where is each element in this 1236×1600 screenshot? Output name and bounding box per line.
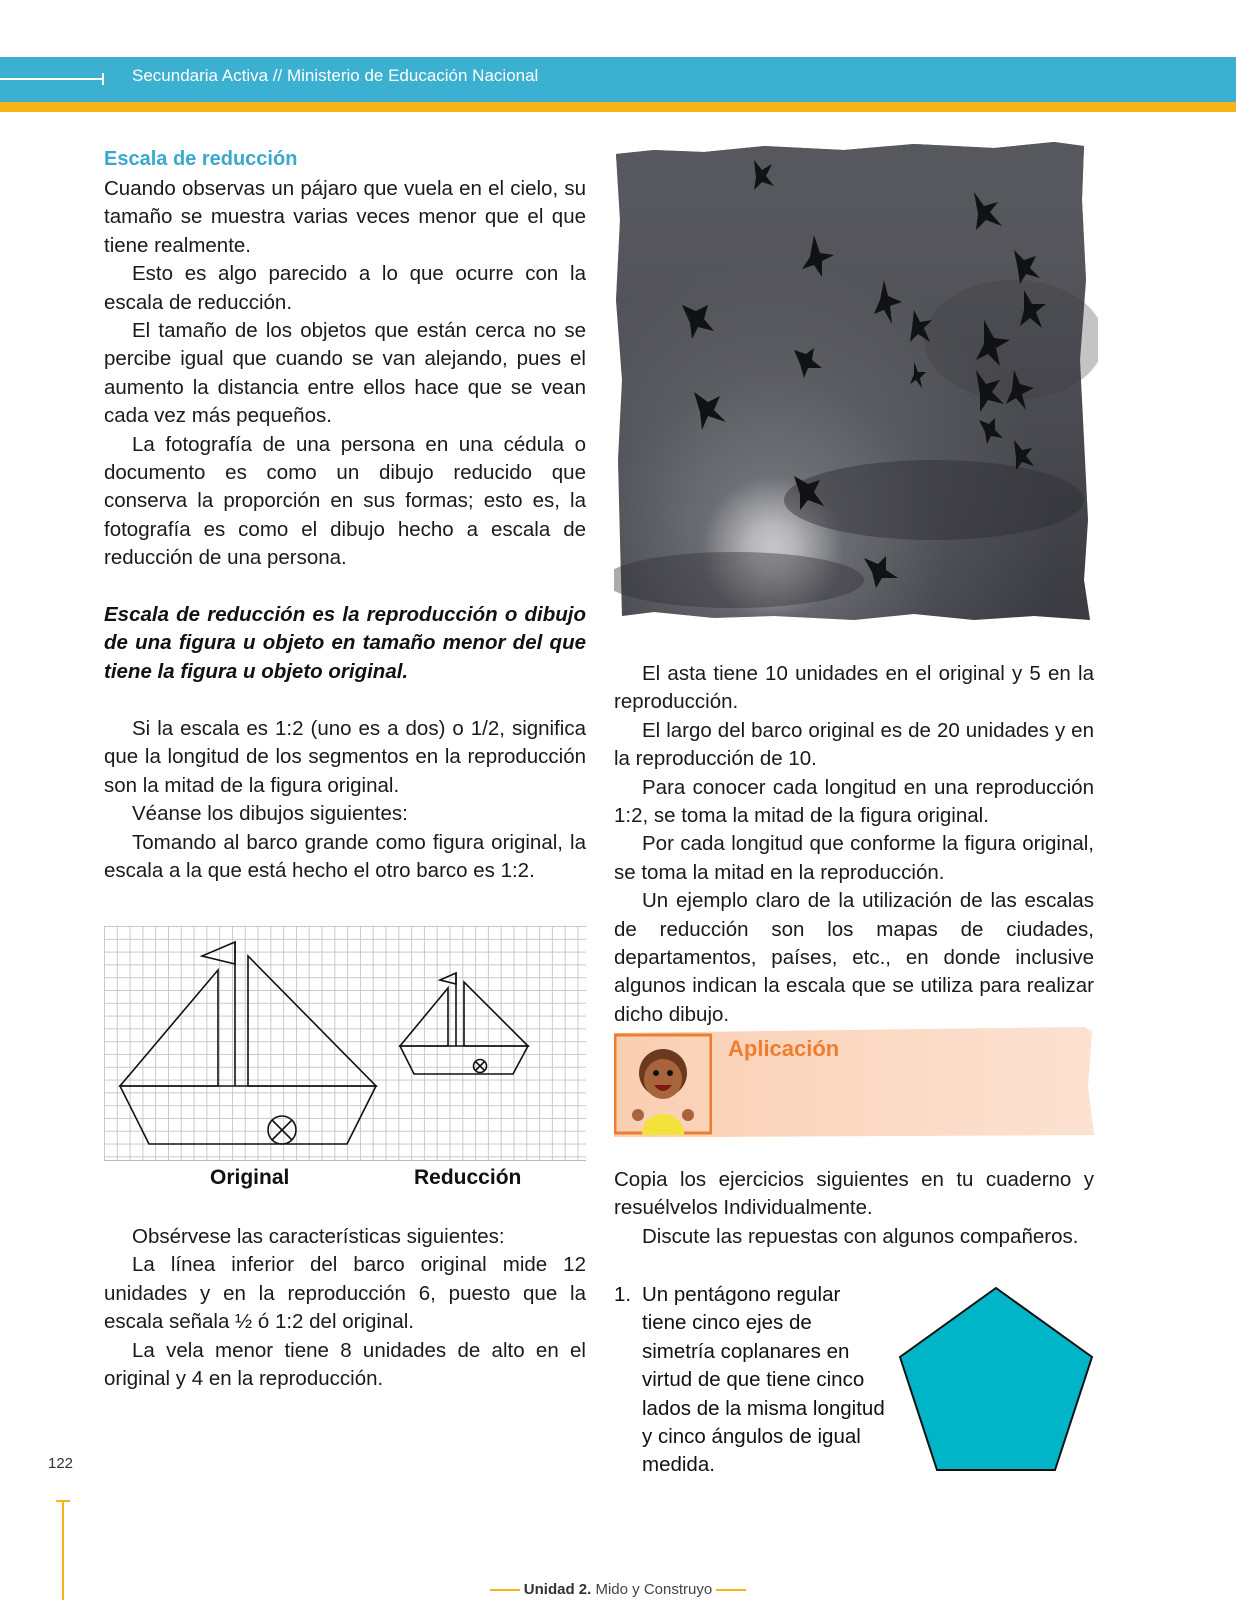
paragraph: El asta tiene 10 unidades en el original y 5 en la reproducción. [614,662,1094,714]
header-rule [0,78,104,80]
paragraph: Véanse los dibujos siguientes: [132,802,408,826]
footer-unit: Unidad 2. [523,1581,592,1598]
birds-sky-photo [614,140,1098,624]
page-number: 122 [48,1455,74,1472]
paragraph: Por cada longitud que conforme la figura original, se toma la mitad en la reproducción. [614,832,1094,884]
left-observations-text [104,1223,586,1393]
definition-text: Escala de reducción es la reproducción o dibujo de una figura u objeto en tamaño menor del que tiene la figura u objeto original. [104,603,586,683]
footer-unit-title: Mido y Construyo [595,1581,713,1598]
left-scale-text [104,715,586,885]
footer [0,1581,1236,1598]
application-title: Aplicación [728,1036,840,1061]
footer-rule-right [716,1589,746,1591]
paragraph: Copia los ejercicios siguientes en tu cuaderno y resuélvelos Individualmente. [614,1168,1094,1220]
paragraph: Esto es algo parecido a lo que ocurre con la escala de reducción. [104,262,586,314]
caption-original: Original [210,1166,290,1189]
paragraph: Un ejemplo claro de la utilización de las escalas de reducción son los mapas de ciudades, departamentos, países, etc., en donde inclusive algunos indican la escala que se utiliza para realizar dicho dibujo. [614,889,1094,1026]
boats-drawing [104,926,586,1160]
caption-reduccion: Reducción [414,1166,522,1189]
right-instructions-text [614,1166,1094,1251]
reduced-boat [400,973,528,1074]
paragraph: El tamaño de los objetos que están cerca no se percibe igual que cuando se van alejando, pues el aumento la distancia entre ellos hace que se vean cada vez más pequeños. [104,319,586,428]
paragraph: Cuando observas un pájaro que vuela en el cielo, su tamaño se muestra varias veces menor que el que tiene realmente. [104,177,586,257]
paragraph: Para conocer cada longitud en una reproducción 1:2, se toma la mitad de la figura original. [614,775,1094,828]
footer-rule-left [490,1589,520,1591]
boats-grid-figure [104,926,586,1161]
paragraph: Obsérvese las características siguientes: [132,1225,505,1248]
paragraph: Discute las repuestas con algunos compañeros. [642,1224,1079,1248]
left-intro-text [104,175,586,573]
exercise-text: Un pentágono regular tiene cinco ejes de simetría coplanares en virtud de que tiene cinco lados de la misma longitud y cinco ángulos de igual medida. [642,1283,885,1477]
header-title: Secundaria Activa // Ministerio de Educación Nacional [132,66,539,85]
header-rule-tick [102,73,104,85]
header-accent-stripe [0,102,1236,112]
student-character-icon [614,1027,712,1135]
regular-pentagon-figure [896,1284,1096,1474]
paragraph: El largo del barco original es de 20 unidades y en la reproducción de 10. [614,718,1094,771]
original-boat [120,942,376,1144]
exercise-number: 1. [614,1283,632,1306]
paragraph: La fotografía de una persona en una cédula o documento es como un dibujo reducido que conserva la proporción en sus formas; esto es, la fotografía es como el dibujo hecho a escala de reducción de una persona. [104,432,586,570]
right-explanation-text [614,660,1094,1029]
exercise-item [614,1281,889,1480]
paragraph: Si la escala es 1:2 (uno es a dos) o 1/2, significa que la longitud de los segmentos en la reproducción son la mitad de la figura original. [104,717,586,797]
paragraph: La línea inferior del barco original mide 12 unidades y en la reproducción 6, puesto que la escala señala ½ ó 1:2 del original. [104,1253,586,1334]
paragraph: La vela menor tiene 8 unidades de alto en el original y 4 en la reproducción. [104,1338,586,1391]
section-heading: Escala de reducción [104,148,298,170]
paragraph: Tomando al barco grande como figura original, la escala a la que está hecho el otro barco es 1:2. [104,830,586,883]
